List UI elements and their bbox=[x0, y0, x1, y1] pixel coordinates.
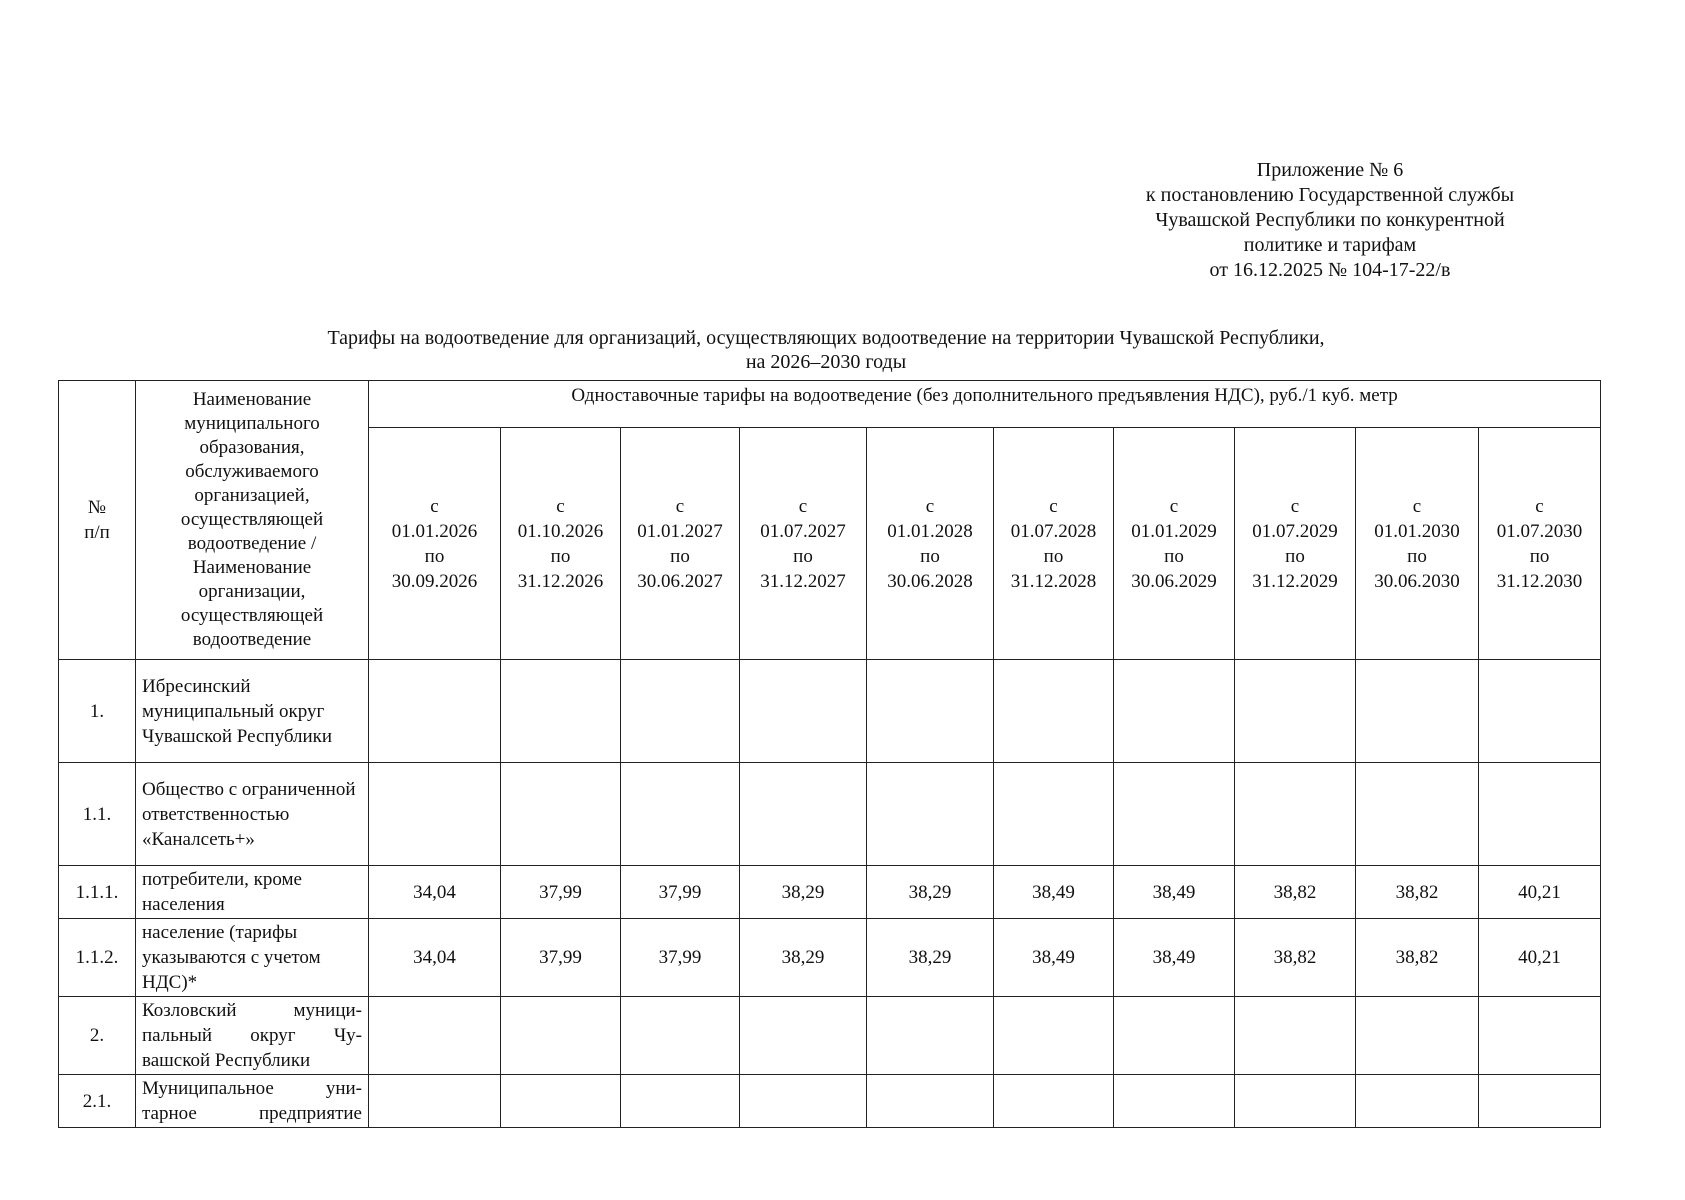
tariff-value bbox=[1235, 1075, 1356, 1128]
tariff-value: 38,29 bbox=[867, 866, 994, 919]
tariff-value bbox=[501, 763, 621, 866]
document-title-line-2: на 2026–2030 годы bbox=[745, 351, 907, 373]
tariff-value: 38,82 bbox=[1235, 866, 1356, 919]
row-number: 1.1.2. bbox=[59, 919, 136, 997]
table-row bbox=[59, 763, 1601, 866]
appendix-line: Чувашской Республики по конкурентной bbox=[1155, 209, 1505, 231]
tariff-value bbox=[621, 997, 740, 1075]
tariff-value bbox=[369, 763, 501, 866]
header-name-cell: Наименование муниципального образования, обслуживаемого организацией, осуществляющей водоотведение / Наименование организации, осуществляющей водоотведение bbox=[136, 381, 369, 660]
tariff-value bbox=[740, 763, 867, 866]
header-tariff-title: Одноставочные тарифы на водоотведение (без дополнительного предъявления НДС), руб./1 куб. метр bbox=[369, 381, 1601, 428]
row-name: Общество с ограниченной ответственностью «Каналсеть+» bbox=[136, 763, 369, 866]
tariff-value bbox=[1235, 997, 1356, 1075]
row-name: Ибресинский муниципальный округ Чувашской Республики bbox=[136, 660, 369, 763]
tariff-value: 38,49 bbox=[994, 919, 1114, 997]
tariff-value: 38,49 bbox=[994, 866, 1114, 919]
tariff-value bbox=[1356, 763, 1479, 866]
header-period-cell: с 01.01.2029 по 30.06.2029 bbox=[1114, 428, 1235, 660]
tariff-value bbox=[501, 660, 621, 763]
tariff-value bbox=[621, 763, 740, 866]
tariff-value bbox=[1356, 997, 1479, 1075]
tariff-value bbox=[369, 1075, 501, 1128]
tariff-value: 37,99 bbox=[501, 919, 621, 997]
tariff-value bbox=[994, 763, 1114, 866]
row-number: 1.1.1. bbox=[59, 866, 136, 919]
tariff-value bbox=[1235, 660, 1356, 763]
row-number: 2.1. bbox=[59, 1075, 136, 1128]
header-period-cell: с 01.01.2028 по 30.06.2028 bbox=[867, 428, 994, 660]
header-period-cell: с 01.01.2027 по 30.06.2027 bbox=[621, 428, 740, 660]
table-row bbox=[59, 919, 1601, 997]
row-number: 1. bbox=[59, 660, 136, 763]
tariff-value: 38,29 bbox=[740, 866, 867, 919]
tariff-value bbox=[369, 997, 501, 1075]
tariff-value: 34,04 bbox=[369, 919, 501, 997]
appendix-line: от 16.12.2025 № 104-17-22/в bbox=[1209, 259, 1451, 281]
table-row bbox=[59, 997, 1601, 1075]
tariff-value: 38,49 bbox=[1114, 866, 1235, 919]
tariff-value: 38,82 bbox=[1235, 919, 1356, 997]
tariff-value: 38,49 bbox=[1114, 919, 1235, 997]
tariff-value bbox=[1479, 1075, 1601, 1128]
table-header-row bbox=[59, 381, 1601, 428]
tariff-value bbox=[1479, 763, 1601, 866]
tariff-value bbox=[740, 1075, 867, 1128]
tariff-value bbox=[1114, 997, 1235, 1075]
tariff-value: 37,99 bbox=[621, 919, 740, 997]
tariff-value bbox=[1114, 1075, 1235, 1128]
header-number-line: № bbox=[87, 497, 107, 518]
tariff-value: 34,04 bbox=[369, 866, 501, 919]
tariff-value bbox=[1356, 1075, 1479, 1128]
tariff-value bbox=[1114, 660, 1235, 763]
header-period-cell: с 01.07.2027 по 31.12.2027 bbox=[740, 428, 867, 660]
appendix-block bbox=[1060, 158, 1600, 283]
header-period-cell: с 01.07.2029 по 31.12.2029 bbox=[1235, 428, 1356, 660]
tariff-value bbox=[369, 660, 501, 763]
header-period-cell: с 01.01.2026 по 30.09.2026 bbox=[369, 428, 501, 660]
tariff-value: 37,99 bbox=[621, 866, 740, 919]
row-name: население (тарифы указываются с учетом НДС)* bbox=[136, 919, 369, 997]
tariff-value: 40,21 bbox=[1479, 919, 1601, 997]
tariff-value bbox=[1356, 660, 1479, 763]
header-period-cell: с 01.01.2030 по 30.06.2030 bbox=[1356, 428, 1479, 660]
table-row bbox=[59, 1075, 1601, 1128]
tariff-value bbox=[994, 997, 1114, 1075]
header-period-cell: с 01.07.2028 по 31.12.2028 bbox=[994, 428, 1114, 660]
tariff-value bbox=[867, 763, 994, 866]
tariff-value bbox=[740, 660, 867, 763]
tariff-value bbox=[867, 997, 994, 1075]
tariff-value bbox=[501, 997, 621, 1075]
tariff-value: 38,29 bbox=[740, 919, 867, 997]
tariff-value bbox=[994, 1075, 1114, 1128]
tariff-value: 37,99 bbox=[501, 866, 621, 919]
header-period-cell: с 01.10.2026 по 31.12.2026 bbox=[501, 428, 621, 660]
tariff-value bbox=[994, 660, 1114, 763]
tariff-value bbox=[1479, 997, 1601, 1075]
tariff-value bbox=[867, 660, 994, 763]
tariff-value bbox=[867, 1075, 994, 1128]
tariff-table bbox=[58, 380, 1601, 1128]
tariff-value: 38,82 bbox=[1356, 866, 1479, 919]
tariff-value: 40,21 bbox=[1479, 866, 1601, 919]
tariff-value bbox=[1235, 763, 1356, 866]
header-period-cell: с 01.07.2030 по 31.12.2030 bbox=[1479, 428, 1601, 660]
tariff-value bbox=[740, 997, 867, 1075]
tariff-value: 38,82 bbox=[1356, 919, 1479, 997]
header-number-cell bbox=[59, 381, 136, 660]
row-name: потребители, кроме населения bbox=[136, 866, 369, 919]
appendix-line: Приложение № 6 bbox=[1256, 159, 1404, 181]
row-number: 1.1. bbox=[59, 763, 136, 866]
tariff-value bbox=[621, 660, 740, 763]
appendix-line: к постановлению Государственной службы bbox=[1145, 184, 1515, 206]
row-name: Муниципальное уни- тарное предприятие bbox=[136, 1075, 369, 1128]
tariff-value: 38,29 bbox=[867, 919, 994, 997]
document-title-line-1: Тарифы на водоотведение для организаций, осуществляющих водоотведение на территории Чувашской Республики, bbox=[327, 327, 1325, 349]
tariff-value bbox=[501, 1075, 621, 1128]
tariff-value bbox=[1114, 763, 1235, 866]
tariff-value bbox=[1479, 660, 1601, 763]
document-title bbox=[56, 326, 1596, 374]
header-number-line: п/п bbox=[84, 522, 110, 543]
table-row bbox=[59, 660, 1601, 763]
appendix-line: политике и тарифам bbox=[1243, 234, 1417, 256]
row-number: 2. bbox=[59, 997, 136, 1075]
row-name: Козловский муници- пальный округ Чу- вашской Республики bbox=[136, 997, 369, 1075]
tariff-value bbox=[621, 1075, 740, 1128]
table-row bbox=[59, 866, 1601, 919]
